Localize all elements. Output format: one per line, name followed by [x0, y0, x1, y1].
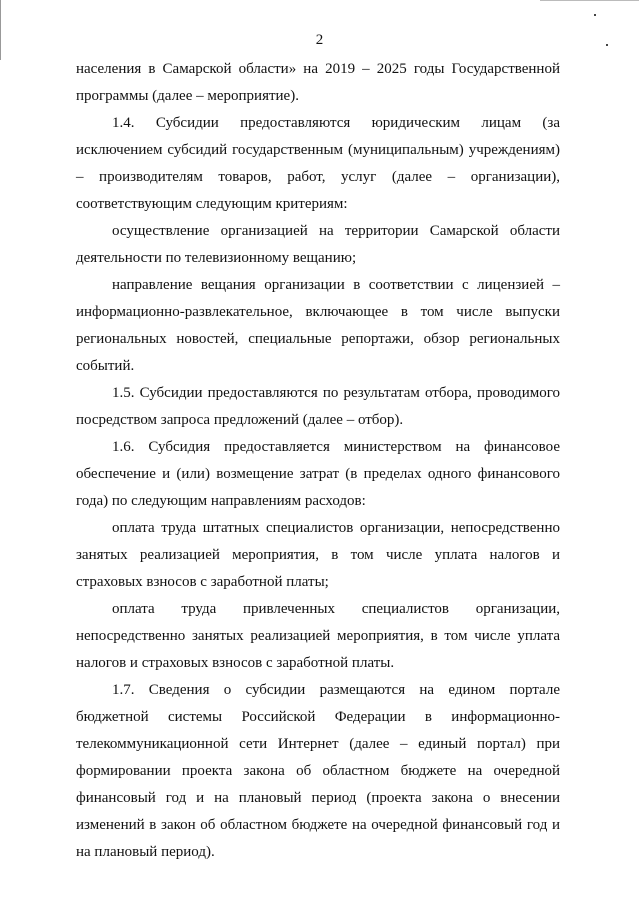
paragraph: 1.7. Сведения о субсидии размещаются на едином портале бюджетной системы Российской Федерации в информационно-телекоммуникационной сети Интернет (далее – единый портал) при формировании проекта закона об областном бюджете на очередной финансовый год и на плановый период (проекта закона о внесении изменений в закон об областном бюджете на очередной финансовый год и на плановый период). — [76, 682, 560, 860]
paragraph: направление вещания организации в соответствии с лицензией – информационно-развлекательное, включающее в том числе выпуски региональных новостей, специальные репортажи, обзор региональных событий. — [76, 277, 560, 374]
scan-speck — [594, 14, 596, 16]
paragraph: 1.6. Субсидия предоставляется министерством на финансовое обеспечение и (или) возмещение затрат (в пределах одного финансового года) по следующим направлениям расходов: — [76, 439, 560, 509]
scan-edge-mark — [540, 0, 639, 1]
paragraph: оплата труда привлеченных специалистов организации, непосредственно занятых реализацией мероприятия, в том числе уплата налогов и страховых взносов с заработной платы. — [76, 601, 560, 671]
paragraph: 1.5. Субсидии предоставляются по результатам отбора, проводимого посредством запроса предложений (далее – отбор). — [76, 385, 560, 428]
paragraph: осуществление организацией на территории Самарской области деятельности по телевизионному вещанию; — [76, 223, 560, 266]
page-number: 2 — [315, 32, 324, 48]
paragraph: населения в Самарской области» на 2019 – 2025 годы Государственной программы (далее – мероприятие). — [76, 61, 560, 104]
paragraph: 1.4. Субсидии предоставляются юридическим лицам (за исключением субсидий государственным (муниципальным) учреждениям) – производителям товаров, работ, услуг (далее – организации), соответствующим следующим критериям: — [76, 115, 560, 212]
document-body — [76, 56, 560, 866]
paragraph: оплата труда штатных специалистов организации, непосредственно занятых реализацией мероприятия, в том числе уплата налогов и страховых взносов с заработной платы; — [76, 520, 560, 590]
